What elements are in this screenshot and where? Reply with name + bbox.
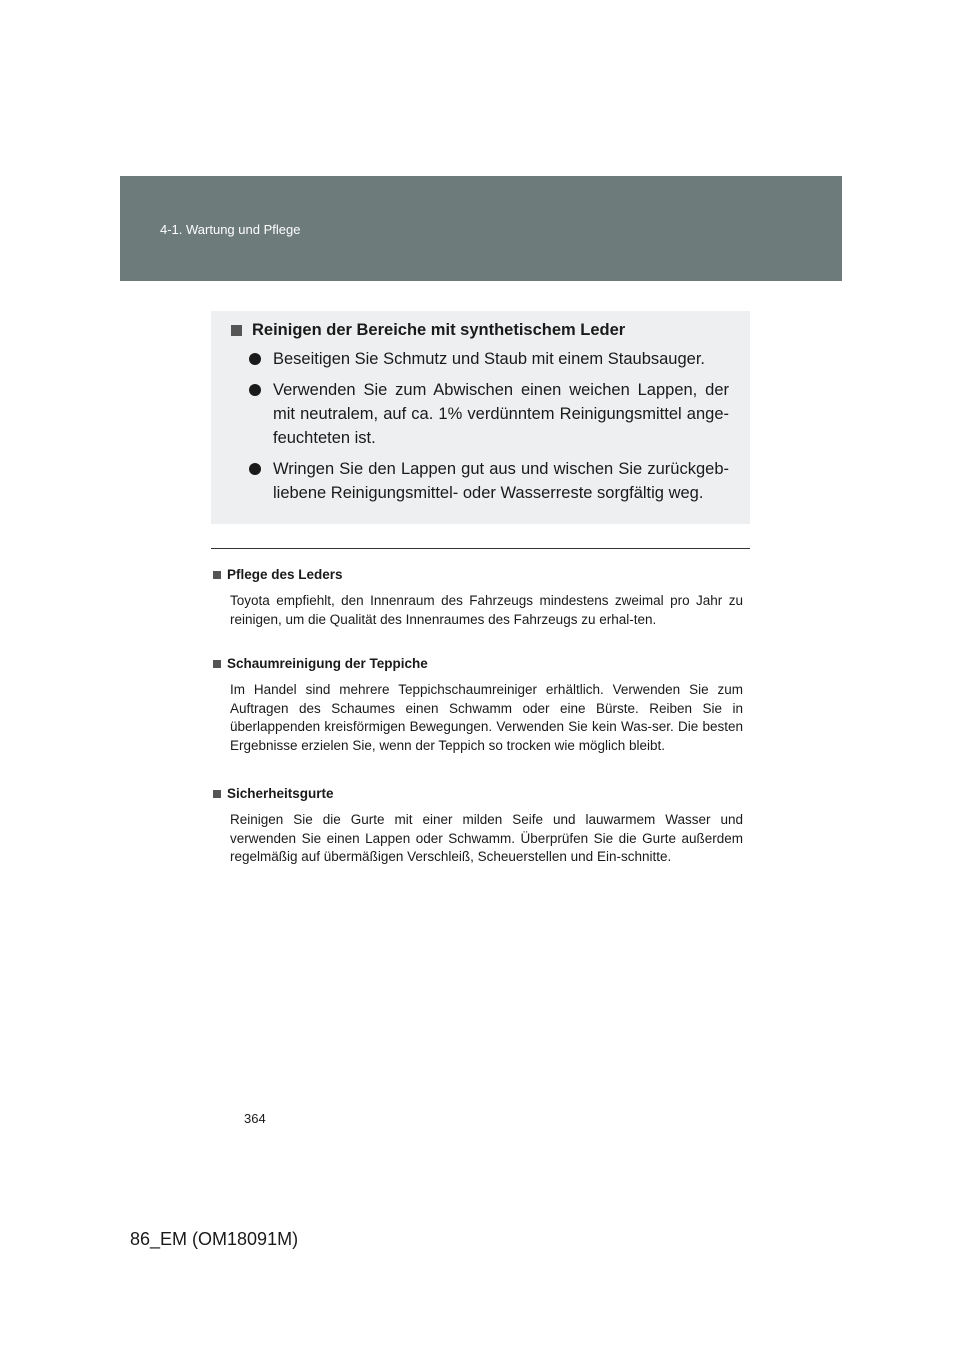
section-breadcrumb: 4-1. Wartung und Pflege [160,222,301,237]
square-bullet-icon [213,660,221,668]
header-band [120,176,842,281]
list-item-text: Wringen Sie den Lappen gut aus und wischen Sie zurückgeb-liebene Reinigungsmittel- oder Wasserreste sorgfältig weg. [273,460,729,502]
box-heading [231,321,625,340]
list-item [249,347,729,371]
document-code: 86_EM (OM18091M) [130,1229,299,1249]
section-title [213,656,428,671]
section-title [213,567,343,582]
page-number: 364 [244,1111,266,1126]
box-heading-text: Reinigen der Bereiche mit synthetischem Leder [252,321,626,339]
list-item-text: Verwenden Sie zum Abwischen einen weichen Lappen, der mit neutralem, auf ca. 1% verdünntem Reinigungsmittel ange-feuchteten ist. [273,381,729,447]
section-title-text: Schaumreinigung der Teppiche [227,656,428,671]
square-bullet-icon [231,325,242,336]
square-bullet-icon [213,571,221,579]
section-body: Im Handel sind mehrere Teppichschaumreiniger erhältlich. Verwenden Sie zum Auftragen des Schaumes einen Schwamm oder eine Bürste. Reiben Sie in überlappenden kreisförmigen Bewegungen. Verwenden Sie kein Was-ser. Die besten Ergebnisse erzielen Sie, wenn der Teppich so trocken wie möglich bleibt. [230,682,743,753]
section-body: Toyota empfiehlt, den Innenraum des Fahrzeugs mindestens zweimal pro Jahr zu reinigen, um die Qualität des Innenraumes des Fahrzeugs zu erhal-ten. [230,593,743,627]
list-item [249,378,729,450]
round-bullet-icon [249,384,261,396]
divider [211,548,750,549]
list-item-text: Beseitigen Sie Schmutz und Staub mit einem Staubsauger. [273,350,706,368]
section-title-text: Sicherheitsgurte [227,786,334,801]
section-title-text: Pflege des Leders [227,567,343,582]
square-bullet-icon [213,790,221,798]
section-body: Reinigen Sie die Gurte mit einer milden Seife und lauwarmem Wasser und verwenden Sie einen Lappen oder Schwamm. Überprüfen Sie die Gurte außerdem regelmäßig auf übermäßigen Verschleiß, Scheuerstellen und Ein-schnitte. [230,812,743,864]
info-box [211,311,750,524]
section-title [213,786,334,801]
round-bullet-icon [249,463,261,475]
list-item [249,457,729,505]
round-bullet-icon [249,353,261,365]
